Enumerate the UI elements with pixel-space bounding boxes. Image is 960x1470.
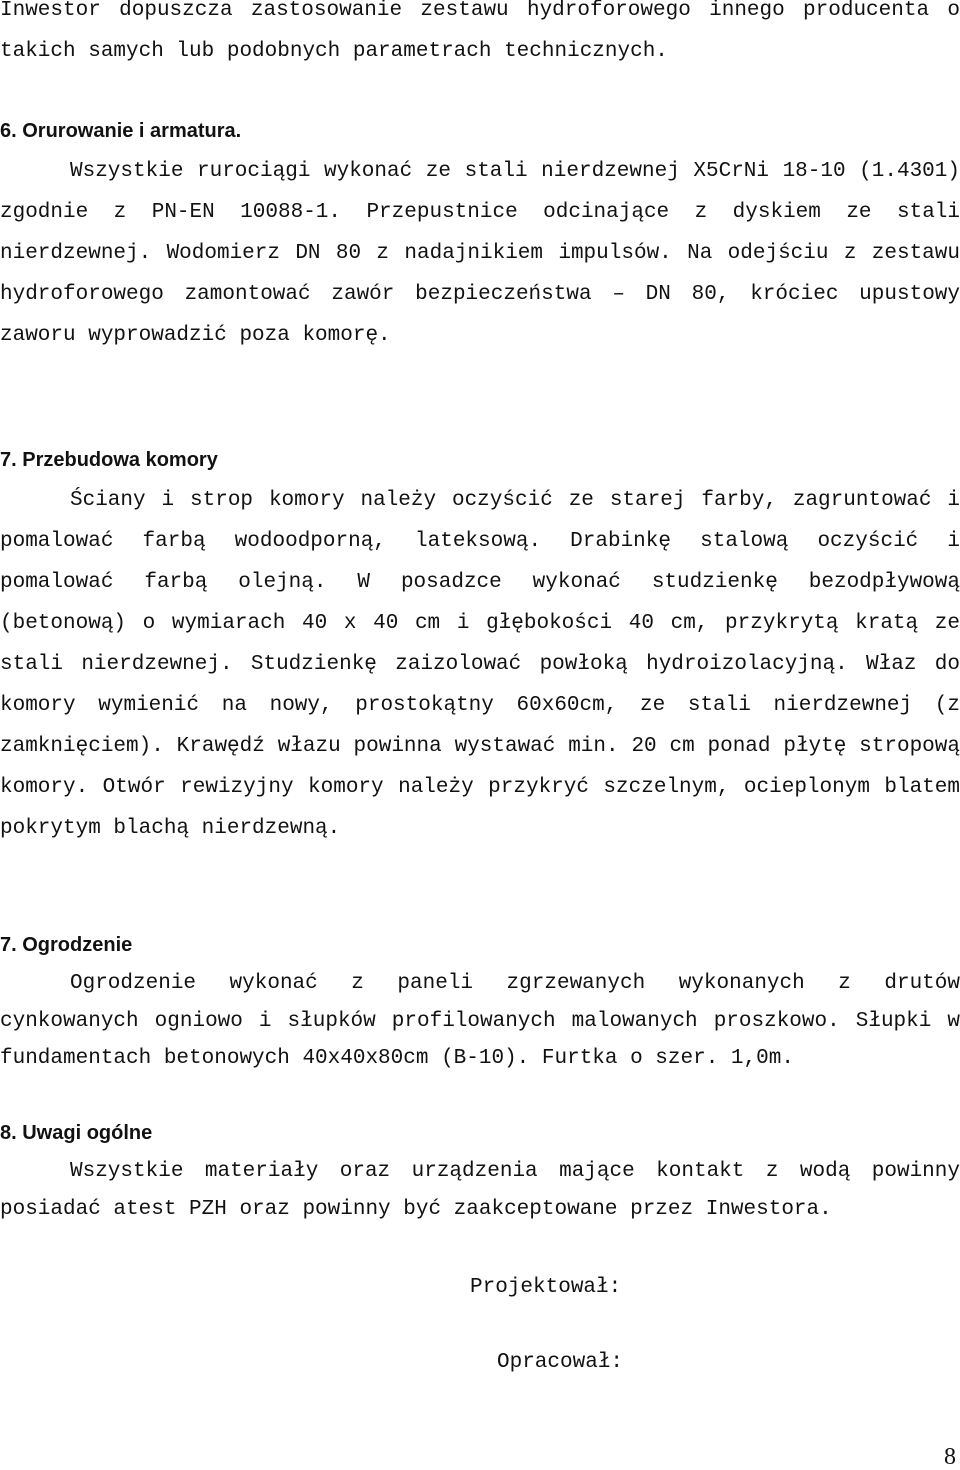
section-8-block <box>0 1153 960 1228</box>
section-6-block <box>0 151 960 356</box>
page-number: 8 <box>944 1444 956 1470</box>
section-7-block <box>0 480 960 849</box>
intro-paragraph: Inwestor dopuszcza zastosowanie zestawu hydroforowego innego producenta o takich samych lub podobnych parametrach technicznych. <box>0 0 960 63</box>
section-8-heading: 8. Uwagi ogólne <box>0 1122 153 1144</box>
section-7b-heading: 7. Ogrodzenie <box>0 934 133 956</box>
section-8-paragraph: Wszystkie materiały oraz urządzenia mające kontakt z wodą powinny posiadać atest PZH oraz powinny być zaakceptowane przez Inwestora. <box>0 1160 960 1221</box>
section-6-paragraph: Wszystkie rurociągi wykonać ze stali nierdzewnej X5CrNi 18-10 (1.4301) zgodnie z PN-EN 10088-1. Przepustnice odcinające z dyskiem ze stali nierdzewnej. Wodomierz DN 80 z nadajnikiem impulsów. Na odejściu z zestawu hydroforowego zamontować zawór bezpieczeństwa – DN 80, króciec upustowy zaworu wyprowadzić poza komorę. <box>0 160 960 347</box>
section-7b-paragraph: Ogrodzenie wykonać z paneli zgrzewanych wykonanych z drutów cynkowanych ogniowo i słupków profilowanych malowanych proszkowo. Słupki w fundamentach betonowych 40x40x80cm (B-10). Furtka o szer. 1,0m. <box>0 972 960 1070</box>
designed-by-label: Projektował: <box>470 1276 622 1299</box>
intro-block <box>0 0 960 72</box>
section-7-paragraph: Ściany i strop komory należy oczyścić ze starej farby, zagruntować i pomalować farbą wodoodporną, lateksową. Drabinkę stalową oczyścić i pomalować farbą olejną. W posadzce wykonać studzienkę bezodpływową (betonową) o wymiarach 40 x 40 cm i głębokości 40 cm, przykrytą kratą ze stali nierdzewnej. Studzienkę zaizolować powłoką hydroizolacyjną. Właz do komory wymienić na nowy, prostokątny 60x60cm, ze stali nierdzewnej (z zamknięciem). Krawędź włazu powinna wystawać min. 20 cm ponad płytę stropową komory. Otwór rewizyjny komory należy przykryć szczelnym, ocieplonym blatem pokrytym blachą nierdzewną. <box>0 489 960 840</box>
section-7b-block <box>0 965 960 1078</box>
section-7-heading: 7. Przebudowa komory <box>0 449 218 471</box>
prepared-by-label: Opracował: <box>497 1351 624 1374</box>
section-6-heading: 6. Orurowanie i armatura. <box>0 120 242 142</box>
